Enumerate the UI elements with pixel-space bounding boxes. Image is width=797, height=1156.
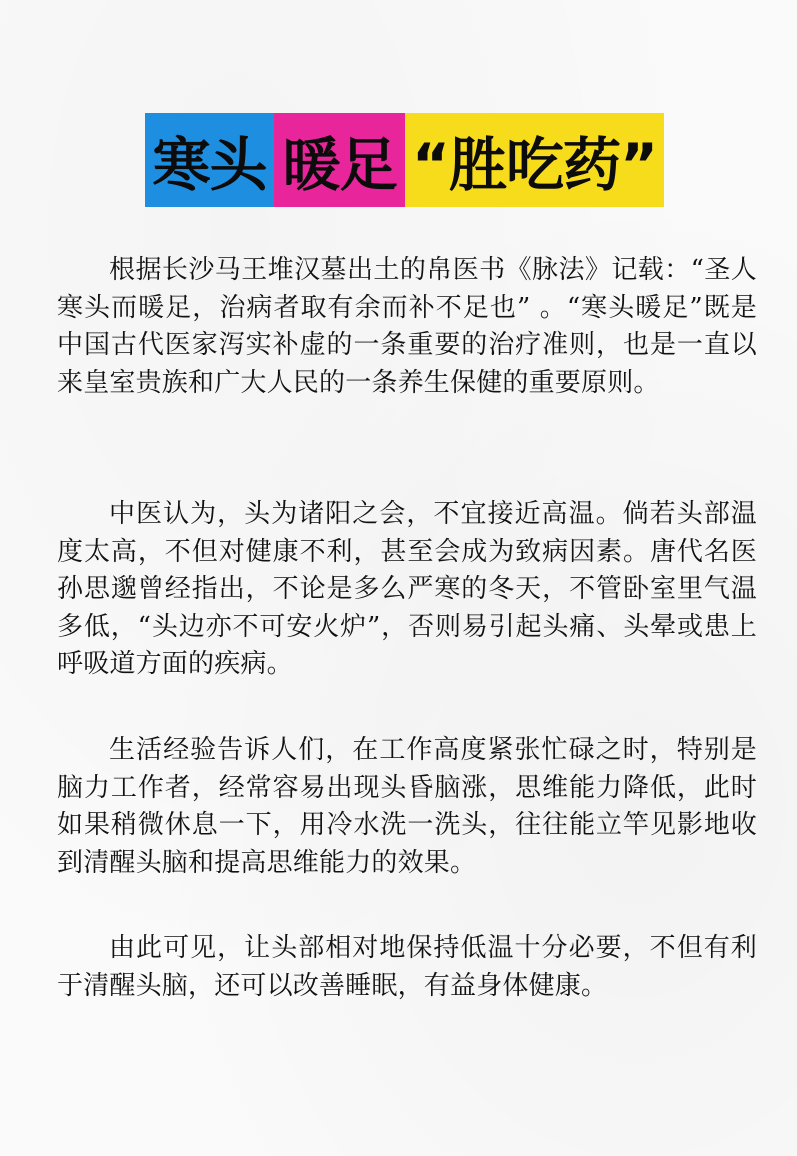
title-segment-pink: 暖足 xyxy=(274,113,405,207)
paragraph-3: 生活经验告诉人们，在工作高度紧张忙碌之时，特别是脑力工作者，经常容易出现头昏脑涨，思维能力降低，此时如果稍微休息一下，用冷水洗一洗头，往往能立竿见影地收到清醒头脑和提高思维能力的效果。 xyxy=(57,735,757,878)
title-segment-yellow: “胜吃药” xyxy=(405,113,664,207)
paragraph-1: 根据长沙马王堆汉墓出土的帛医书《脉法》记载：“圣人寒头而暖足，治病者取有余而补不足也” 。“寒头暖足”既是中国古代医家泻实补虚的一条重要的治疗准则，也是一直以来皇室贵族和广大人民的一条养生保健的重要原则。 xyxy=(57,255,757,398)
paragraph-4: 由此可见，让头部相对地保持低温十分必要，不但有利于清醒头脑，还可以改善睡眠，有益身体健康。 xyxy=(57,933,757,1001)
paragraph-2: 中医认为，头为诸阳之会，不宜接近高温。倘若头部温度太高，不但对健康不利，甚至会成为致病因素。唐代名医孙思邈曾经指出，不论是多么严寒的冬天，不管卧室里气温多低，“头边亦不可安火炉”，否则易引起头痛、头晕或患上呼吸道方面的疾病。 xyxy=(57,499,757,679)
title-segment-blue: 寒头 xyxy=(145,113,274,207)
document-title xyxy=(145,113,664,207)
